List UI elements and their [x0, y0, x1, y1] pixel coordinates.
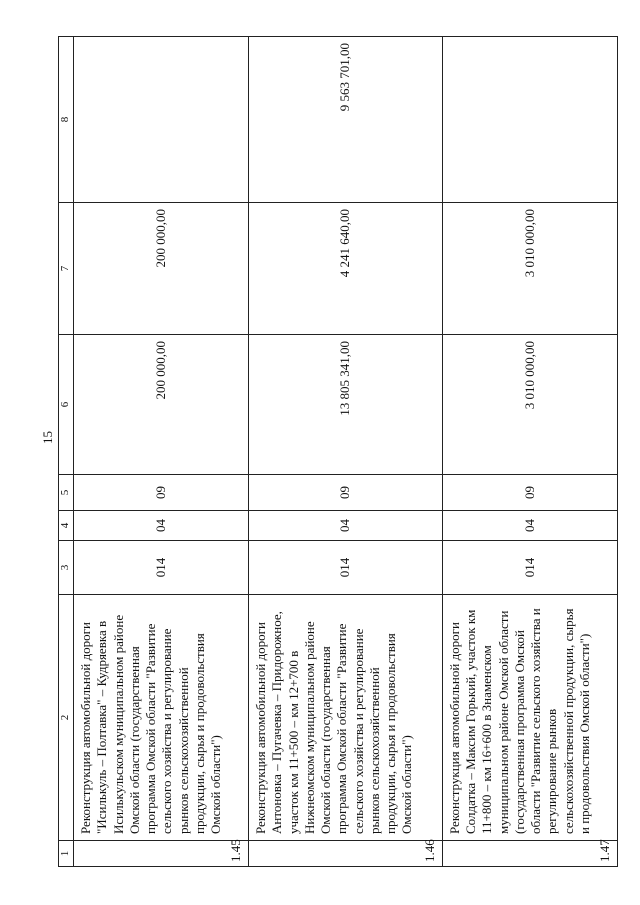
row-description: Реконструкция автомобильной дороги Солдатка – Максим Горький, участок км 11+800 – км 16+600 в Знаменском муниципальном районе Омской области (государственная программа Омской области "Развитие сельского хозяйства и регулирование рынков сельскохозяйственной продукции, сырья и продовольствия Омской области") — [442, 595, 617, 841]
row-code-5: 09 — [249, 475, 443, 511]
row-number: 1.46 — [249, 841, 443, 867]
row-description: Реконструкция автомобильной дороги Антоновка – Пугачевка – Придорожное, участок км 11+500 – км 12+700 в Нижнеомском муниципальном районе Омской области (государственная программа Омской области "Развитие сельского хозяйства и регулирование рынков сельскохозяйственной продукции, сырья и продовольствия Омской области") — [249, 595, 443, 841]
header-cell-5: 5 — [59, 475, 74, 511]
row-code-3: 014 — [74, 541, 249, 595]
row-code-3: 014 — [442, 541, 617, 595]
row-amount-7: 3 010 000,00 — [442, 203, 617, 335]
row-number: 1.47 — [442, 841, 617, 867]
header-cell-8: 8 — [59, 37, 74, 203]
row-amount-6: 13 805 341,00 — [249, 335, 443, 475]
row-amount-6: 3 010 000,00 — [442, 335, 617, 475]
budget-table-rotated — [58, 37, 618, 867]
row-amount-8 — [74, 37, 249, 203]
table-row-1-47 — [442, 37, 617, 867]
row-description: Реконструкция автомобильной дороги "Исилькуль – Полтавка" – Кудряевка в Исилькульском муниципальном районе Омской области (государственная программа Омской области "Развитие сельского хозяйства и регулирование рынков сельскохозяйственной продукции, сырья и продовольствия Омской области") — [74, 595, 249, 841]
header-cell-3: 3 — [59, 541, 74, 595]
row-code-4: 04 — [249, 511, 443, 541]
row-code-3: 014 — [249, 541, 443, 595]
row-number: 1.45 — [74, 841, 249, 867]
header-cell-6: 6 — [59, 335, 74, 475]
row-code-4: 04 — [74, 511, 249, 541]
row-code-5: 09 — [442, 475, 617, 511]
row-code-5: 09 — [74, 475, 249, 511]
header-cell-1: 1 — [59, 841, 74, 867]
budget-table — [58, 36, 618, 867]
row-amount-7: 4 241 640,00 — [249, 203, 443, 335]
row-amount-8 — [442, 37, 617, 203]
header-cell-2: 2 — [59, 595, 74, 841]
header-cell-4: 4 — [59, 511, 74, 541]
row-amount-8: 9 563 701,00 — [249, 37, 443, 203]
header-row — [59, 37, 74, 867]
page-number: 15 — [40, 431, 55, 444]
table-row-1-45 — [74, 37, 249, 867]
table-row-1-46 — [249, 37, 443, 867]
row-amount-7: 200 000,00 — [74, 203, 249, 335]
row-code-4: 04 — [442, 511, 617, 541]
row-amount-6: 200 000,00 — [74, 335, 249, 475]
header-cell-7: 7 — [59, 203, 74, 335]
